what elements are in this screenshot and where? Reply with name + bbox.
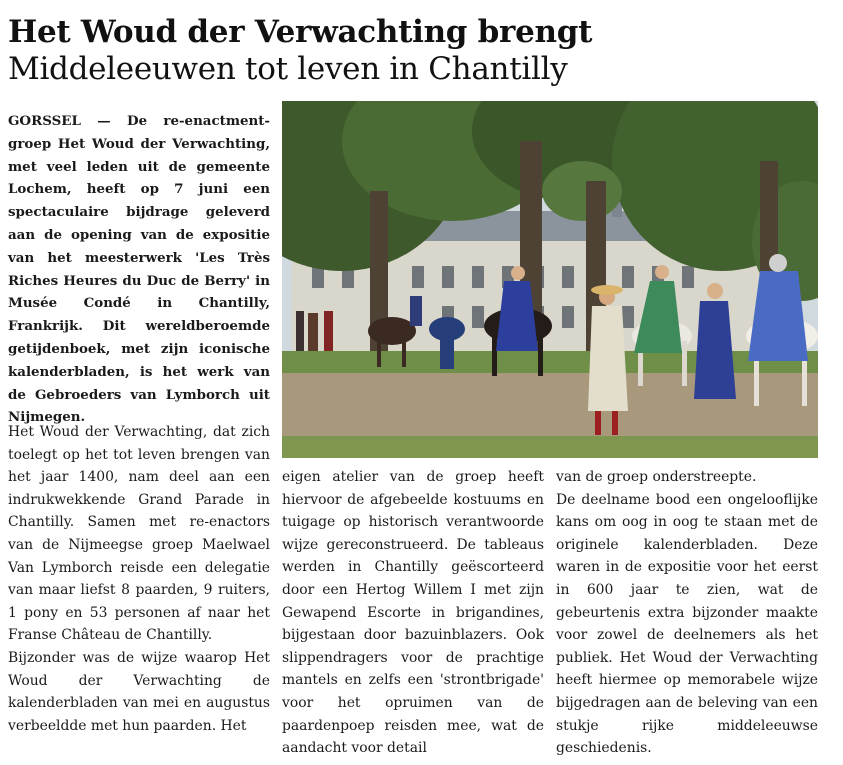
article-lead: GORSSEL — De re-enactment-groep Het Woud der Verwachting, met veel leden uit de gemeente Lochem, heeft op 7 juni een spectaculaire bijdrage geleverd aan de opening van de expositie van het meesterwerk 'Les Très Riches Heures du Duc de Berry' in Musée Condé in Chantilly, Frankrijk. Dit wereldberoemde getijdenboek, met zijn iconische kalenderbladen, is het werk van de Gebroeders van Lymborch uit Nijmegen.	[8, 113, 270, 426]
body-column-2	[282, 466, 544, 760]
headline-bold: Het Woud der Verwachting brengt	[8, 14, 593, 50]
parade-photo-illustration	[282, 101, 818, 458]
paragraph: De deelname bood een ongelooflijke kans om oog in oog te staan met de originele kalenderbladen. Deze waren in de expositie voor het eerst in 600 jaar te zien, wat de gebeurtenis extra bijzonder maakte voor zowel de deelnemers als het publiek. Het Woud der Verwachting heeft hiermee op memorabele wijze bijgedragen aan de beleving van een stukje rijke middeleeuwse geschiedenis.	[556, 491, 818, 757]
article-photo	[282, 101, 818, 458]
body-column-3	[556, 466, 818, 760]
headline-regular: Middeleeuwen tot leven in Chantilly	[8, 51, 568, 87]
paragraph: van de groep onderstreepte.	[556, 469, 757, 485]
paragraph: eigen atelier van de groep heeft hiervoor de afgebeelde kostuums en tuigage op historisch verantwoorde wijze gereconstrueerd. De tableaus werden in Chantilly geëscorteerd door een Hertog Willem I met zijn Gewapend Escorte in brigandines, bijgestaan door bazuinblazers. Ook slippendragers voor de prachtige mantels en zelfs een 'strontbrigade' voor het opruimen van de paardenpoep reisden mee, wat de aandacht voor detail	[282, 469, 544, 757]
article-headline	[8, 14, 838, 88]
paragraph: Bijzonder was de wijze waarop Het Woud der Verwachting de kalenderbladen van mei en augustus verbeeldde met hun paarden. Het	[8, 649, 270, 734]
body-column-1	[8, 421, 270, 737]
paragraph: Het Woud der Verwachting, dat zich toelegt op het tot leven brengen van het jaar 1400, nam deel aan een indrukwekkende Grand Parade in Chantilly. Samen met re-enactors van de Nijmeegse groep Maelwael Van Lymborch reisde een delegatie van maar liefst 8 paarden, 9 ruiters, 1 pony en 53 personen af naar het Franse Château de Chantilly.	[8, 424, 270, 644]
